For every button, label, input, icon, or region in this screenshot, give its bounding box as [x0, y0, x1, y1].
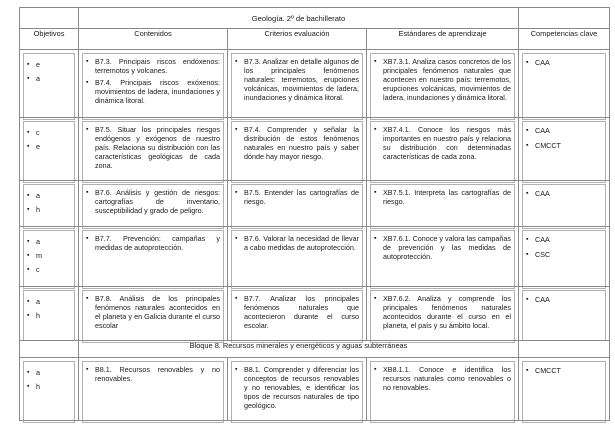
table-row: [20, 227, 610, 287]
table-row: [20, 287, 610, 341]
estandar-item: ▪ XB7.4.1. Conoce los riesgos más importantes en nuestro país y relaciona su distribución con determinadas características de cada zona.: [374, 125, 511, 161]
header-competencias: Competencias clave: [519, 29, 610, 50]
cell-frame: [370, 184, 515, 229]
cell-competencias: [519, 287, 610, 341]
cell-frame: [370, 361, 515, 423]
contenido-item: ▪ B7.8. Análisis de los principales fenómenos naturales acontecidos en el planeta y en Galicia durante el curso escolar: [86, 294, 220, 330]
estandar-item-list: [374, 365, 511, 392]
competencia-item-list: [526, 189, 602, 198]
contenido-item-list: [86, 188, 220, 215]
cell-criterios: [228, 118, 367, 181]
contenido-item: ▪ B7.7. Prevención: campañas y medidas de autoprotección.: [86, 234, 220, 252]
estandar-item: ▪ XB7.3.1. Analiza casos concretos de los principales fenómenos naturales que acontecen en nuestro país: terremotos, erupciones volcánicas, movimientos de ladera, inundaciones y dinámica litoral.: [374, 57, 511, 102]
objetivo-item: ▪ e: [27, 142, 71, 151]
criterio-item-list: [235, 57, 359, 102]
objetivo-item-list: [27, 60, 71, 83]
objetivo-item: ▪ e: [27, 60, 71, 69]
competencia-item-list: [526, 366, 602, 375]
contenido-item: ▪ B7.6. Análisis y gestión de riesgos: cartografías de inventario, susceptibilidad y grado de peligro.: [86, 188, 220, 215]
contenido-item-list: [86, 234, 220, 252]
objetivo-item: ▪ a: [27, 191, 71, 200]
criterio-item-list: [235, 294, 359, 330]
cell-frame: [231, 53, 363, 120]
cell-frame: [23, 121, 75, 183]
contenido-item-list: [86, 365, 220, 383]
contenido-item: ▪ B7.3. Principais riscos endóxenos: terremotos y volcanes.: [86, 57, 220, 75]
block-8-title: Bloque 8. Recursos minerales y energéticos y aguas subterráneas: [79, 341, 519, 358]
cell-frame: [23, 184, 75, 229]
contenido-item-list: [86, 57, 220, 105]
objetivo-item: ▪ c: [27, 265, 71, 274]
cell-frame: [231, 290, 363, 343]
competencia-item-list: [526, 58, 602, 67]
cell-frame: [82, 290, 224, 343]
cell-frame: [82, 230, 224, 289]
cell-frame: [522, 290, 606, 343]
cell-contenidos: [79, 287, 228, 341]
cell-frame: [522, 230, 606, 289]
competencia-item-list: [526, 235, 602, 259]
objetivo-item: ▪ h: [27, 205, 71, 214]
cell-objetivos: [20, 287, 79, 341]
objetivo-item-list: [27, 297, 71, 320]
cell-frame: [370, 230, 515, 289]
table-row: [20, 181, 610, 227]
estandar-item: ▪ XB7.5.1. Interpreta las cartografías de riesgo.: [374, 188, 511, 206]
contenido-item: ▪ B7.4. Principais riscos exóxenos: movimientos de ladera, inundaciones y dinámica litoral.: [86, 78, 220, 105]
objetivo-item-list: [27, 368, 71, 391]
criterio-item: ▪ B7.3. Analizar en detalle algunos de los principales fenómenos naturales: terremotos, erupciones volcánicas, movimientos de ladera, inundaciones y dinámica litoral.: [235, 57, 359, 102]
cell-contenidos: [79, 50, 228, 118]
header-criterios: Criterios evaluación: [228, 29, 367, 50]
estandar-item: ▪ XB8.1.1. Conoce e identifica los recursos naturales como renovables o no renovables.: [374, 365, 511, 392]
block-8-left-empty: [20, 341, 79, 358]
competencia-item-list: [526, 126, 602, 150]
cell-frame: [231, 361, 363, 423]
cell-frame: [82, 121, 224, 183]
cell-frame: [82, 361, 224, 423]
cell-criterios: [228, 181, 367, 227]
competencia-item: ▪ CAA: [526, 189, 602, 198]
cell-competencias: [519, 358, 610, 421]
objetivo-item: ▪ a: [27, 297, 71, 306]
cell-frame: [231, 184, 363, 229]
criterio-item: ▪ B8.1. Comprender y diferenciar los conceptos de recursos renovables y no renovables, e identificar los tipos de recursos naturales de tipo geológico.: [235, 365, 359, 410]
estandar-item-list: [374, 57, 511, 102]
criterio-item-list: [235, 188, 359, 206]
objetivo-item: ▪ m: [27, 251, 71, 260]
objetivo-item: ▪ c: [27, 128, 71, 137]
cell-competencias: [519, 227, 610, 287]
curriculum-table: [19, 7, 610, 421]
contenido-item-list: [86, 125, 220, 170]
competencia-item: ▪ CSC: [526, 250, 602, 259]
cell-competencias: [519, 50, 610, 118]
cell-criterios: [228, 358, 367, 421]
title-left-empty: [20, 8, 79, 29]
cell-estandares: [367, 181, 519, 227]
competencia-item: ▪ CMCCT: [526, 366, 602, 375]
objetivo-item: ▪ a: [27, 74, 71, 83]
cell-frame: [522, 53, 606, 120]
table-row: [20, 358, 610, 421]
cell-contenidos: [79, 358, 228, 421]
estandar-item-list: [374, 125, 511, 161]
cell-competencias: [519, 181, 610, 227]
cell-objetivos: [20, 50, 79, 118]
competencia-item: ▪ CAA: [526, 58, 602, 67]
cell-frame: [370, 121, 515, 183]
cell-frame: [23, 361, 75, 423]
cell-estandares: [367, 118, 519, 181]
contenido-item-list: [86, 294, 220, 330]
title-row: [20, 8, 610, 29]
cell-criterios: [228, 227, 367, 287]
cell-frame: [522, 184, 606, 229]
block-8-rows: [20, 358, 610, 421]
criterio-item-list: [235, 365, 359, 410]
estandar-item-list: [374, 234, 511, 261]
objetivo-item-list: [27, 191, 71, 214]
title-right-empty: [519, 8, 610, 29]
cell-frame: [82, 184, 224, 229]
cell-objetivos: [20, 181, 79, 227]
table-row: [20, 50, 610, 118]
cell-objetivos: [20, 118, 79, 181]
cell-criterios: [228, 50, 367, 118]
competencia-item: ▪ CAA: [526, 235, 602, 244]
block-8-row: [20, 341, 610, 358]
cell-objetivos: [20, 358, 79, 421]
contenido-item: ▪ B8.1. Recursos renovables y no renovables.: [86, 365, 220, 383]
criterio-item-list: [235, 234, 359, 252]
block-8-right-empty: [519, 341, 610, 358]
objetivo-item-list: [27, 237, 71, 274]
cell-estandares: [367, 50, 519, 118]
objetivo-item: ▪ a: [27, 368, 71, 377]
contenido-item: ▪ B7.5. Situar los principales riesgos endógenos y exógenos de nuestro país. Relaciona su distribución con las características geológicas de cada zona.: [86, 125, 220, 170]
cell-estandares: [367, 287, 519, 341]
table-row: [20, 118, 610, 181]
competencia-item-list: [526, 295, 602, 304]
cell-frame: [23, 230, 75, 289]
cell-frame: [370, 290, 515, 343]
estandar-item-list: [374, 188, 511, 206]
objetivo-item: ▪ a: [27, 237, 71, 246]
block-7-rows: [20, 50, 610, 341]
criterio-item-list: [235, 125, 359, 161]
cell-frame: [231, 230, 363, 289]
cell-estandares: [367, 227, 519, 287]
table-title: Geología. 2º de bachillerato: [79, 8, 519, 29]
cell-contenidos: [79, 227, 228, 287]
estandar-item: ▪ XB7.6.1. Conoce y valora las campañas de prevención y las medidas de autoprotección.: [374, 234, 511, 261]
cell-objetivos: [20, 227, 79, 287]
competencia-item: ▪ CMCCT: [526, 141, 602, 150]
criterio-item: ▪ B7.7. Analizar los principales fenómenos naturales que acontecieron durante el curso escolar.: [235, 294, 359, 330]
cell-frame: [23, 290, 75, 343]
criterio-item: ▪ B7.4. Comprender y señalar la distribución de estos fenómenos naturales en nuestro país y saber dónde hay mayor riesgo.: [235, 125, 359, 161]
criterio-item: ▪ B7.5. Entender las cartografías de riesgo.: [235, 188, 359, 206]
cell-frame: [522, 121, 606, 183]
header-estandares: Estándares de aprendizaje: [367, 29, 519, 50]
cell-frame: [522, 361, 606, 423]
cell-criterios: [228, 287, 367, 341]
cell-competencias: [519, 118, 610, 181]
cell-estandares: [367, 358, 519, 421]
objetivo-item-list: [27, 128, 71, 151]
header-objetivos: Objetivos: [20, 29, 79, 50]
cell-contenidos: [79, 181, 228, 227]
competencia-item: ▪ CAA: [526, 295, 602, 304]
header-contenidos: Contenidos: [79, 29, 228, 50]
competencia-item: ▪ CAA: [526, 126, 602, 135]
cell-frame: [370, 53, 515, 120]
cell-contenidos: [79, 118, 228, 181]
cell-frame: [23, 53, 75, 120]
objetivo-item: ▪ h: [27, 382, 71, 391]
estandar-item: ▪ XB7.6.2. Analiza y comprende los principales fenómenos naturales acontecidos durante el curso en el planeta, el país y su ámbito local.: [374, 294, 511, 330]
objetivo-item: ▪ h: [27, 311, 71, 320]
header-row: [20, 29, 610, 50]
criterio-item: ▪ B7.6. Valorar la necesidad de llevar a cabo medidas de autoprotección.: [235, 234, 359, 252]
cell-frame: [231, 121, 363, 183]
estandar-item-list: [374, 294, 511, 330]
cell-frame: [82, 53, 224, 120]
